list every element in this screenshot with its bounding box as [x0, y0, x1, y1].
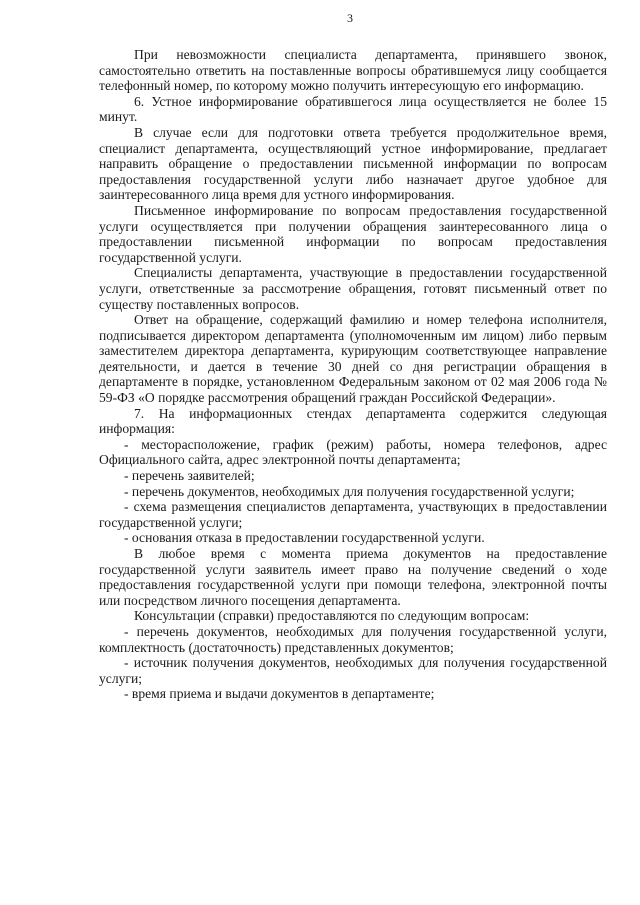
document-body — [99, 47, 607, 702]
paragraph: При невозможности специалиста департамента, принявшего звонок, самостоятельно ответить на поставленные вопросы обратившемуся лицу сообщается телефонный номер, по которому можно получить интересующую его информацию. — [99, 47, 607, 94]
list-item: - время приема и выдачи документов в департаменте; — [124, 686, 435, 702]
list-item: - перечень заявителей; — [124, 468, 255, 484]
paragraph: Письменное информирование по вопросам предоставления государственной услуги осуществляется при получении обращения заинтересованного лица о предоставлении письменной информации по вопросам предоставления государственной услуги. — [99, 202, 607, 265]
paragraph: 7. На информационных стендах департамента содержится следующая информация: — [99, 405, 607, 437]
paragraph: 6. Устное информирование обратившегося лица осуществляется не более 15 минут. — [99, 93, 607, 125]
page-number: 3 — [347, 11, 353, 25]
list-item: - перечень документов, необходимых для получения государственной услуги; — [124, 483, 575, 499]
paragraph: В любое время с момента приема документов на предоставление государственной услуги заявитель имеет право на получение сведений о ходе предоставления государственной услуги при помощи телефона, электронной почты или посредством личного посещения департамента. — [99, 546, 607, 608]
list-item: - основания отказа в предоставлении государственной услуги. — [124, 530, 485, 546]
paragraph: Специалисты департамента, участвующие в предоставлении государственной услуги, ответственные за рассмотрение обращения, готовят письменный ответ по существу поставленных вопросов. — [99, 265, 607, 312]
paragraph: Консультации (справки) предоставляются по следующим вопросам: — [134, 608, 530, 624]
list-item: - перечень документов, необходимых для получения государственной услуги, комплектность (достаточность) представленных документов; — [99, 623, 607, 655]
paragraph: Ответ на обращение, содержащий фамилию и номер телефона исполнителя, подписывается директором департамента (уполномоченным им лицом) либо первым заместителем директора департамента, курирующим соответствующее направление деятельности, и дается в течение 30 дней со дня регистрации обращения в департаменте в порядке, установленном Федеральным законом от 02 мая 2006 года № 59-ФЗ «О порядке рассмотрения обращений граждан Российской Федерации». — [99, 312, 607, 406]
list-item: - месторасположение, график (режим) работы, номера телефонов, адрес Официального сайта, адрес электронной почты департамента; — [99, 436, 607, 468]
list-item: - источник получения документов, необходимых для получения государственной услуги; — [99, 655, 607, 686]
list-item: - схема размещения специалистов департамента, участвующих в предоставлении государственной услуги; — [99, 499, 607, 530]
paragraph: В случае если для подготовки ответа требуется продолжительное время, специалист департамента, осуществляющий устное информирование, предлагает направить обращение о предоставлении письменной информации по вопросам предоставления государственной услуги либо назначает другое удобное для заинтересованного лица время для устного информирования. — [99, 124, 607, 203]
